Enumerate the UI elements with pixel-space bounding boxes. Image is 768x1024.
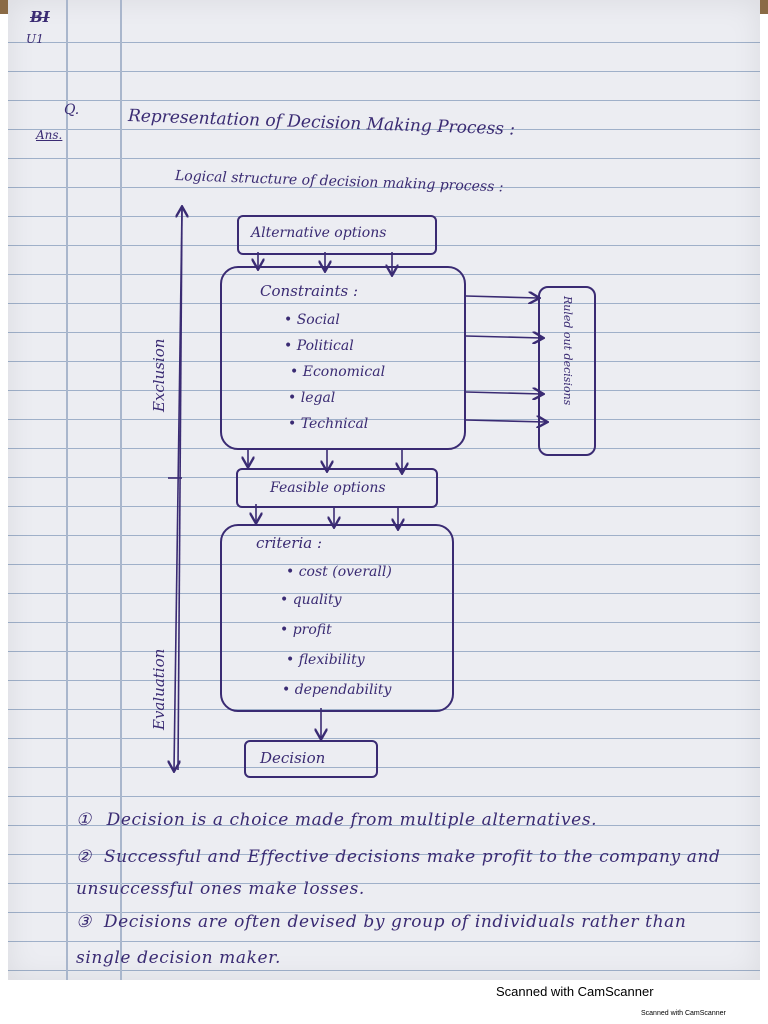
note-2-number: ② <box>76 847 92 867</box>
unit-label: U1 <box>26 32 44 46</box>
constraint-social: • Social <box>284 312 340 328</box>
criterion-quality: • quality <box>280 592 342 608</box>
criterion-dependability: • dependability <box>282 682 392 698</box>
alternative-options-box <box>237 215 437 255</box>
feasible-options-box <box>236 468 438 508</box>
diagram-subtitle: Logical structure of decision making process : <box>174 168 504 196</box>
feasible-options-label: Feasible options <box>270 480 386 496</box>
note-2-text: Successful and Effective decisions make profit to the company and unsuccessful ones make losses. <box>76 847 721 899</box>
note-1-text: Decision is a choice made from multiple alternatives. <box>106 810 598 830</box>
note-3 <box>76 904 746 976</box>
question-title: Representation of Decision Making Process : <box>127 106 516 140</box>
scanner-watermark-small: Scanned with CamScanner <box>641 1010 726 1017</box>
criterion-flexibility: • flexibility <box>286 652 365 668</box>
decision-label: Decision <box>260 749 326 767</box>
constraint-technical: • Technical <box>288 416 369 432</box>
note-1-number: ① <box>76 810 92 830</box>
constraint-economical: • Economical <box>290 364 386 380</box>
criteria-title: criteria : <box>256 534 323 552</box>
decision-box <box>244 740 378 778</box>
course-code: BI <box>30 8 50 26</box>
scanner-watermark: Scanned with CamScanner <box>496 984 654 999</box>
question-label: Q. <box>64 102 80 118</box>
note-3-number: ③ <box>76 912 92 932</box>
exclusion-label: Exclusion <box>150 338 168 412</box>
constraints-box <box>220 266 466 450</box>
constraint-legal: • legal <box>288 390 336 406</box>
criterion-profit: • profit <box>280 622 332 638</box>
ruled-out-label: Ruled out decisions <box>561 296 574 406</box>
note-3-text: Decisions are often devised by group of individuals rather than single decision maker. <box>76 912 687 968</box>
criteria-box <box>220 524 454 712</box>
answer-label: Ans. <box>36 128 63 142</box>
evaluation-label: Evaluation <box>150 648 168 730</box>
note-1 <box>76 810 597 830</box>
constraint-political: • Political <box>284 338 354 354</box>
criterion-cost: • cost (overall) <box>286 564 392 580</box>
alternative-options-label: Alternative options <box>251 225 387 241</box>
note-2 <box>76 841 746 905</box>
constraints-title: Constraints : <box>260 282 359 300</box>
